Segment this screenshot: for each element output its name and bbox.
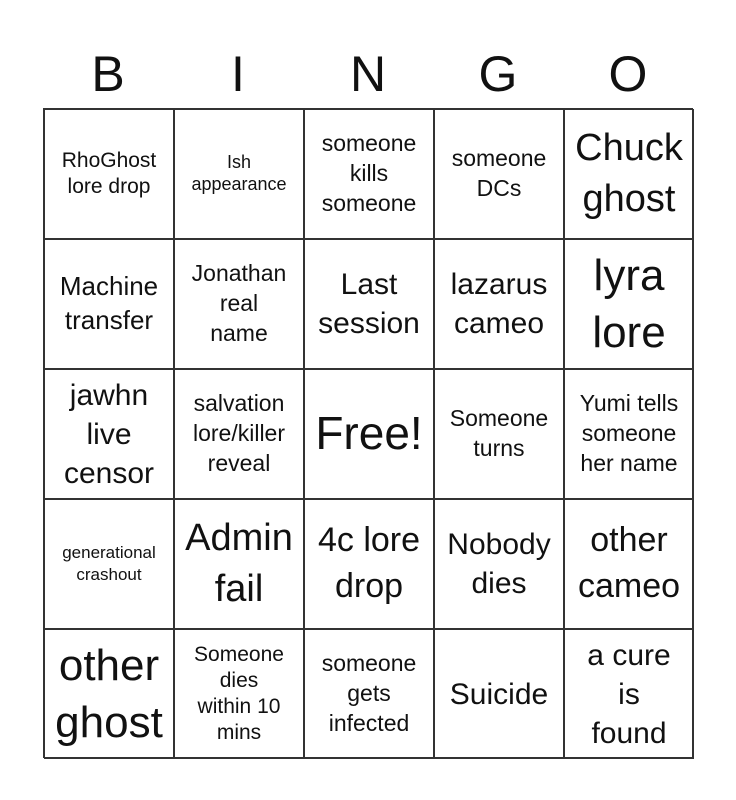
cell-text: salvation lore/killer reveal [192, 390, 286, 476]
bingo-cell[interactable] [434, 629, 564, 759]
bingo-cell[interactable] [174, 239, 304, 369]
bingo-cell[interactable] [434, 499, 564, 629]
bingo-cell[interactable] [304, 239, 434, 369]
cell-text: Suicide [449, 677, 549, 711]
bingo-cell[interactable] [564, 629, 694, 759]
bingo-cell[interactable] [44, 499, 174, 629]
header-letter-n: N [349, 46, 387, 102]
cell-text: generational crashout [62, 542, 156, 584]
bingo-cell[interactable] [304, 109, 434, 239]
cell-text: other cameo [577, 521, 681, 605]
cell-text: someone kills someone [321, 130, 417, 216]
header-letter-g: G [478, 46, 518, 102]
free-space-text: Free! [315, 407, 423, 460]
cell-text: someone gets infected [321, 650, 417, 736]
bingo-cell[interactable] [564, 369, 694, 499]
bingo-cell[interactable] [564, 109, 694, 239]
cell-text: someone DCs [451, 145, 547, 201]
cell-text: Chuck ghost [575, 126, 683, 220]
bingo-cell[interactable] [44, 369, 174, 499]
bingo-free-cell[interactable] [304, 369, 434, 499]
cell-text: a cure is found [587, 638, 671, 750]
cell-text: Last session [318, 268, 420, 340]
bingo-cell[interactable] [434, 239, 564, 369]
bingo-cell[interactable] [174, 499, 304, 629]
cell-text: other ghost [55, 640, 163, 747]
bingo-cell[interactable] [304, 499, 434, 629]
cell-text: Yumi tells someone her name [579, 390, 679, 476]
cell-text: lazarus cameo [450, 268, 548, 340]
bingo-cell[interactable] [434, 109, 564, 239]
bingo-cell[interactable] [174, 369, 304, 499]
cell-text: Someone dies within 10 mins [194, 642, 284, 745]
cell-text: lyra lore [592, 250, 666, 357]
header-letter-b: B [91, 46, 125, 102]
bingo-cell[interactable] [44, 109, 174, 239]
bingo-card-grid [43, 108, 693, 758]
bingo-cell[interactable] [174, 629, 304, 759]
bingo-cell[interactable] [44, 239, 174, 369]
bingo-header [43, 40, 693, 108]
cell-text: Machine transfer [59, 271, 159, 335]
cell-text: Admin fail [185, 516, 293, 610]
cell-text: Jonathan real name [191, 260, 287, 346]
bingo-cell[interactable] [304, 629, 434, 759]
bingo-cell[interactable] [564, 239, 694, 369]
cell-text: jawhn live censor [63, 378, 155, 490]
cell-text: 4c lore drop [317, 521, 421, 605]
cell-text: Someone turns [449, 405, 549, 461]
header-letter-o: O [608, 46, 648, 102]
bingo-cell[interactable] [564, 499, 694, 629]
bingo-cell[interactable] [44, 629, 174, 759]
cell-text: Ish appearance [191, 152, 287, 194]
cell-text: Nobody dies [447, 528, 551, 600]
bingo-cell[interactable] [174, 109, 304, 239]
header-letter-i: I [231, 46, 245, 102]
bingo-cell[interactable] [434, 369, 564, 499]
cell-text: RhoGhost lore drop [61, 148, 157, 198]
